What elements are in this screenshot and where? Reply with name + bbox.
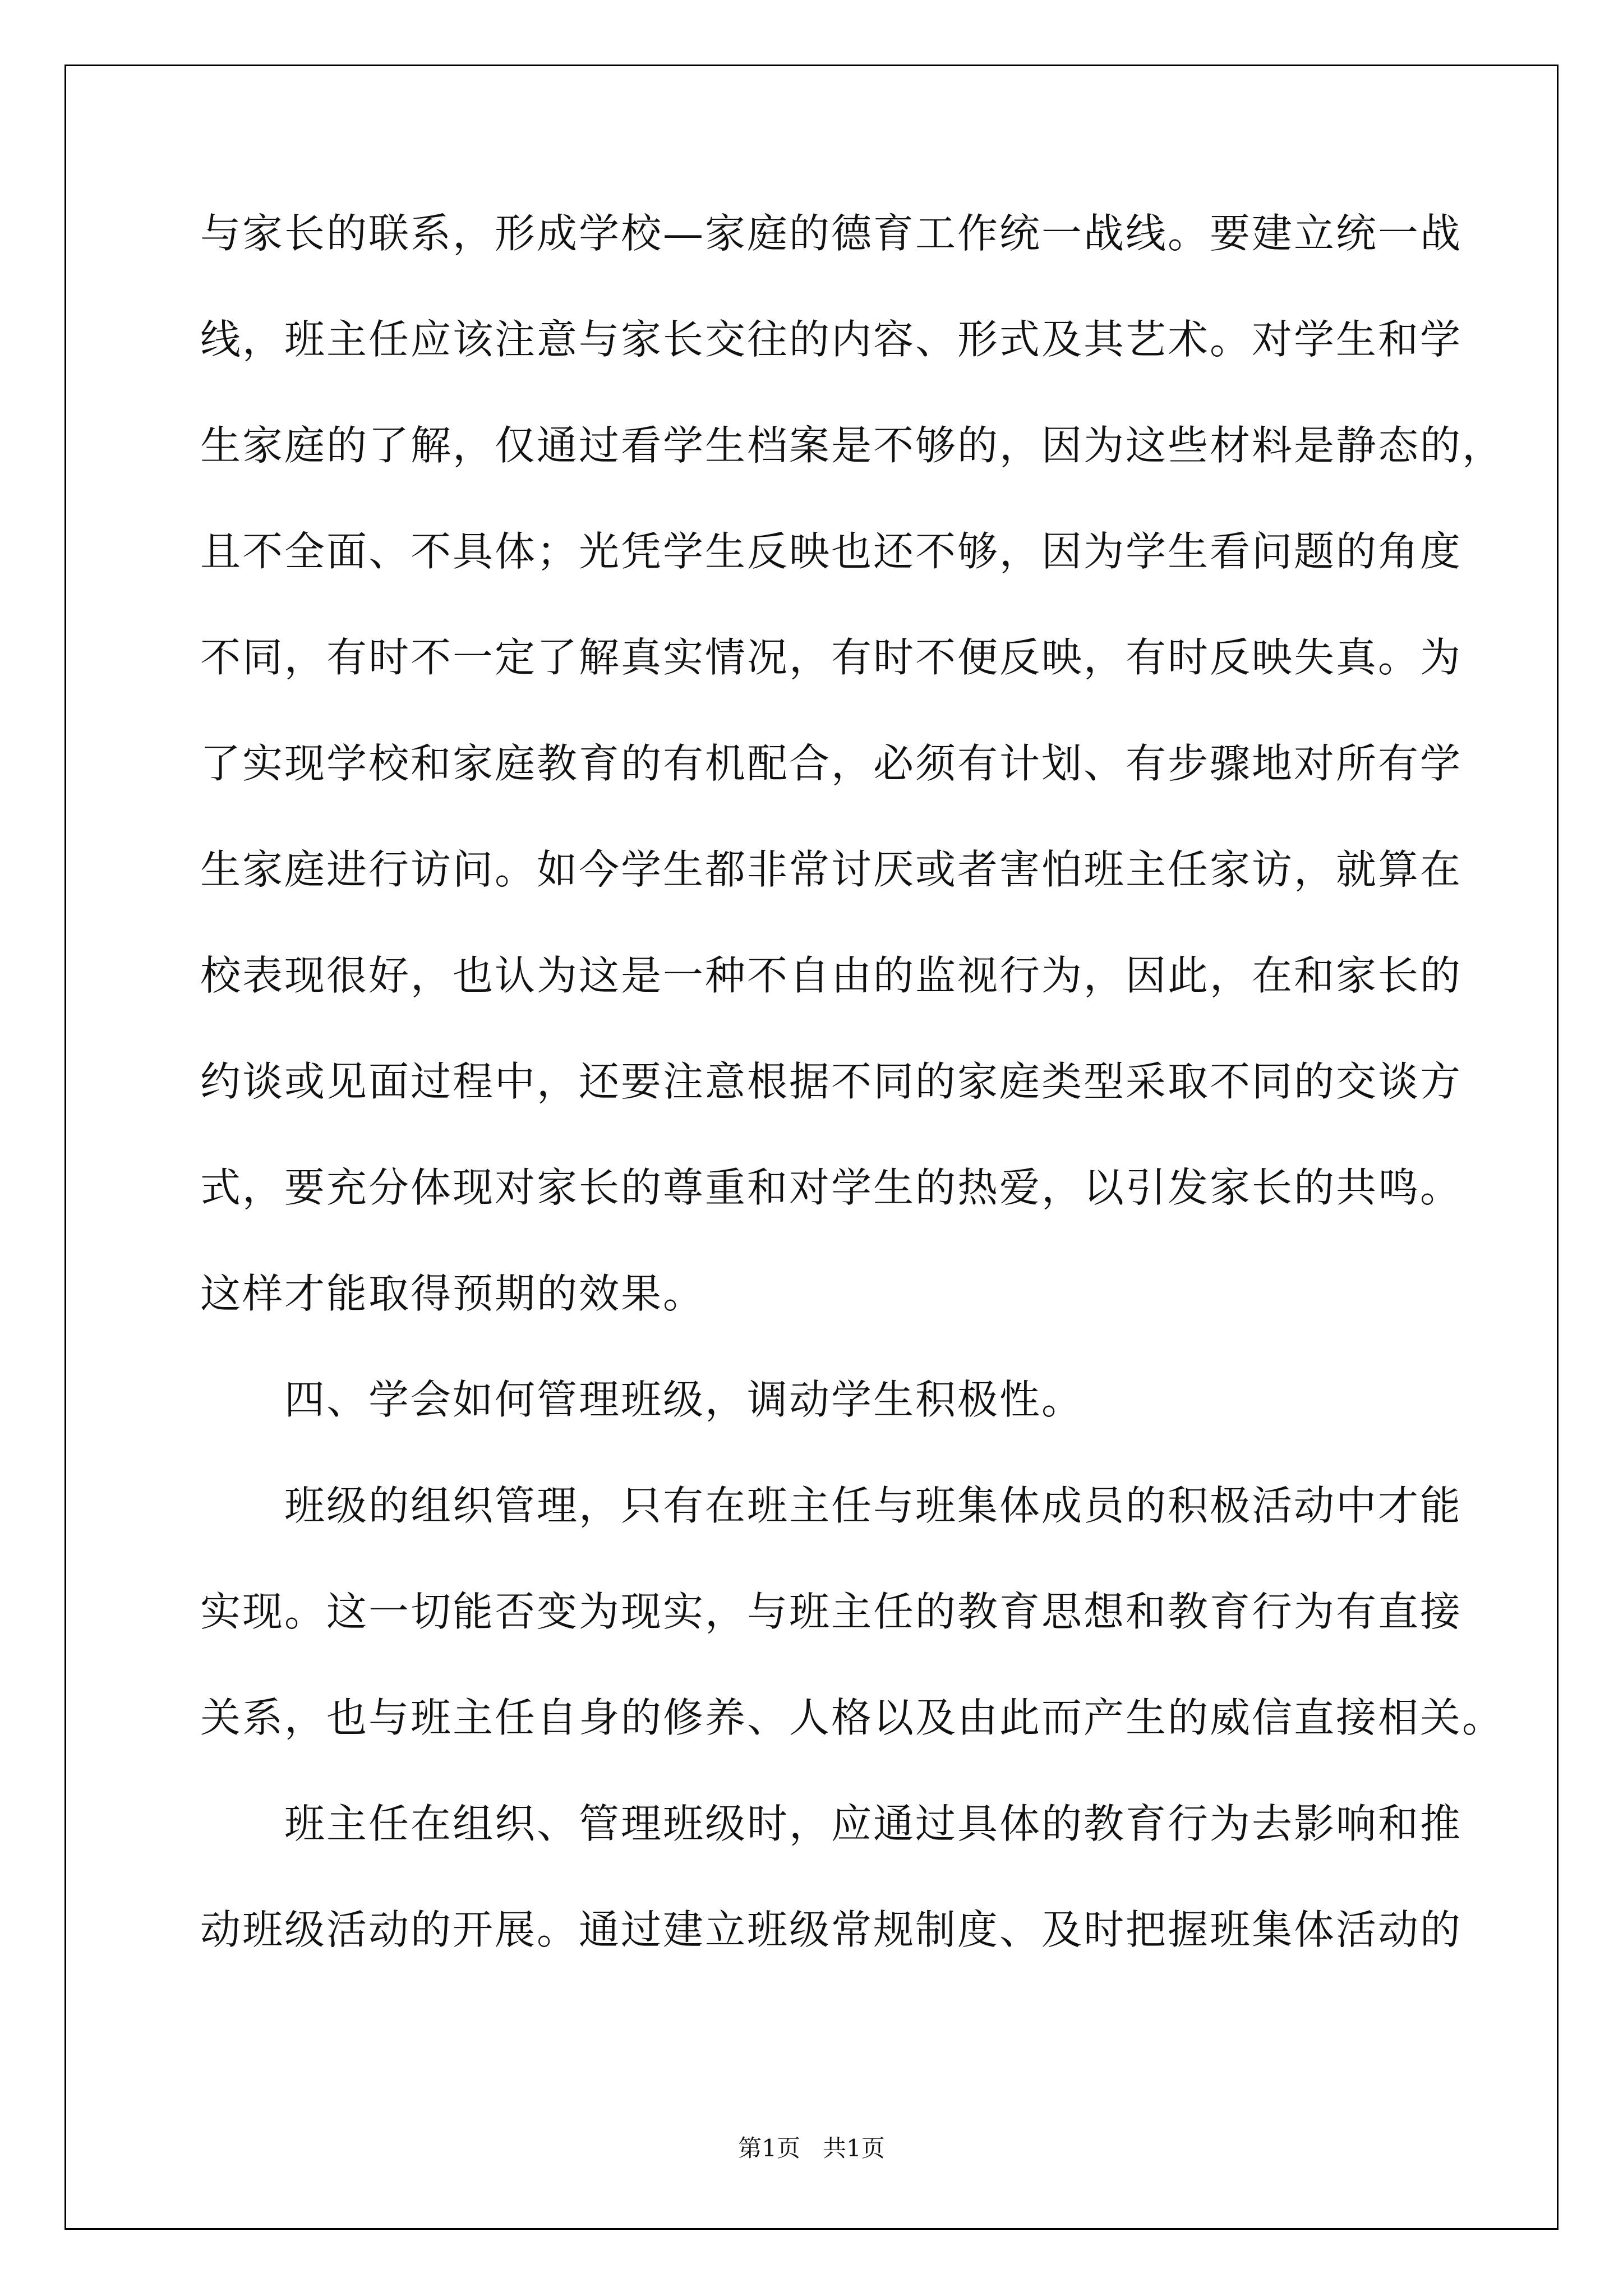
page-total: 共1页: [823, 2134, 885, 2162]
text-line: 约谈或见面过程中，还要注意根据不同的家庭类型采取不同的交谈方: [200, 1058, 1463, 1105]
text-line: 这样才能取得预期的效果。: [200, 1270, 706, 1317]
text-line: 与家长的联系，形成学校—家庭的德育工作统一战线。要建立统一战: [200, 210, 1463, 257]
text-line: 关系，也与班主任自身的修养、人格以及由此而产生的威信直接相关。: [200, 1694, 1505, 1741]
text-line: 式，要充分体现对家长的尊重和对学生的热爱，以引发家长的共鸣。: [200, 1164, 1463, 1211]
text-line: 班级的组织管理，只有在班主任与班集体成员的积极活动中才能: [284, 1482, 1463, 1529]
text-line: 了实现学校和家庭教育的有机配合，必须有计划、有步骤地对所有学: [200, 740, 1463, 787]
text-line: 实现。这一切能否变为现实，与班主任的教育思想和教育行为有直接: [200, 1588, 1463, 1635]
text-line: 动班级活动的开展。通过建立班级常规制度、及时把握班集体活动的: [200, 1906, 1463, 1953]
page-number: 第1页: [738, 2134, 800, 2162]
text-line: 且不全面、不具体；光凭学生反映也还不够，因为学生看问题的角度: [200, 528, 1463, 575]
text-line: 班主任在组织、管理班级时，应通过具体的教育行为去影响和推: [284, 1800, 1463, 1847]
text-line: 不同，有时不一定了解真实情况，有时不便反映，有时反映失真。为: [200, 634, 1463, 681]
text-line: 校表现很好，也认为这是一种不自由的监视行为，因此，在和家长的: [200, 952, 1463, 999]
page-footer: [0, 2130, 1623, 2164]
text-line: 生家庭的了解，仅通过看学生档案是不够的，因为这些材料是静态的，: [200, 422, 1505, 469]
section-heading: 四、学会如何管理班级，调动学生积极性。: [284, 1376, 1084, 1423]
text-line: 生家庭进行访问。如今学生都非常讨厌或者害怕班主任家访，就算在: [200, 846, 1463, 893]
text-line: 线，班主任应该注意与家长交往的内容、形式及其艺术。对学生和学: [200, 316, 1463, 363]
document-body: [200, 210, 1505, 2016]
